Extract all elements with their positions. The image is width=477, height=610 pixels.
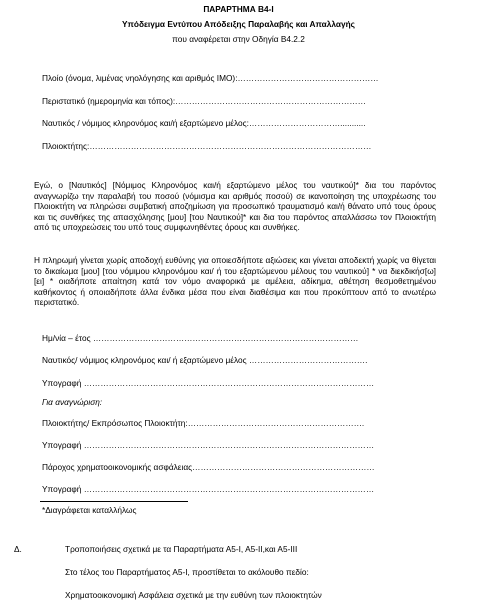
financial-security-provider-field: Πάροχος χρηματοοικονομικής ασφάλειας………………………………………………………… (42, 462, 375, 472)
seafarer-sign-name-field: Ναυτικός/ νόμιμος κληρονόμος και/ ή εξαρτώμενο μέλος ……………………………………. (42, 355, 368, 365)
section-line-2: Χρηματοοικονομική Ασφάλεια σχετικά με την ευθύνη των πλοιοκτητών (65, 590, 322, 600)
footnote-divider (40, 501, 188, 502)
footnote: *Διαγράφεται καταλλήλως (42, 505, 137, 515)
annex-label: ΠΑΡΑΡΤΗΜΑ Β4-Ι (203, 4, 274, 14)
acknowledgement-paragraph: Εγώ, ο [Ναυτικός] [Νόμιμος Κληρονόμος και/ή εξαρτώμενο μέλος του ναυτικού]* δια του παρόντος αναγνωρίζω την παραλαβή του ποσού (νόμισμα και αριθμός ποσού) σε ικανοποίηση της υποχρέωσης του Πλοιοκτήτη να πληρώσει συμβατική αποζημίωση για προσωπικό τραυματισμό και/ή θάνατο υπό τους όρους και τις συνθήκες της απασχόλησης [μου] [του Ναυτικού]* και δια του παρόντος απαλλάσσω τον Πλοιοκτήτη από τις υποχρεώσεις του υπό τους συμφωνηθέντες όρους και συνθήκες. (34, 180, 436, 233)
provider-signature-field: Υπογραφή …………………………………………………………………………………………… (42, 484, 375, 494)
owner-representative-field: Πλοιοκτήτης/ Εκπρόσωπος Πλοιοκτήτη:………………………………………………………. (42, 418, 365, 428)
document-title: Υπόδειγμα Εντύπου Απόδειξης Παραλαβής και Απαλλαγής (122, 19, 355, 29)
seafarer-field: Ναυτικός / νόμιμος κληρονόμος και/ή εξαρτώμενο μέλος:……………………………........... (42, 118, 366, 128)
ship-field: Πλοίο (όνομα, λιμένας νηολόγησης και αριθμός ΙΜΟ):…………………………………………… (42, 73, 379, 83)
incident-field: Περιστατικό (ημερομηνία και τόπος):…………………………………………………………… (42, 96, 366, 106)
document-subtitle: που αναφέρεται στην Οδηγία Β4.2.2 (172, 34, 305, 44)
section-line-1: Στο τέλος του Παραρτήματος Α5-Ι, προστίθεται το ακόλουθο πεδίο: (65, 567, 309, 577)
acknowledgement-heading: Για αναγνώριση: (42, 397, 103, 407)
seafarer-signature-field: Υπογραφή …………………………………………………………………………………………… (42, 378, 375, 388)
shipowner-field: Πλοιοκτήτης:………………………………………………………………………………………… (42, 141, 372, 151)
owner-signature-field: Υπογραφή …………………………………………………………………………………………… (42, 440, 375, 450)
payment-paragraph: Η πληρωμή γίνεται χωρίς αποδοχή ευθύνης για οποιεσδήποτε αξιώσεις και γίνεται αποδεκτή χωρίς να θίγεται το δικαίωμα [μου] [του νόμιμου κληρονόμου και/ ή του εξαρτώμενου μέλους του ναυτικού] * να διεκδικήσ[ω] [ει] * οιαδήποτε απαίτηση κατά τον νόμο αναφορικά με αμέλεια, αδίκημα, αθέτηση θεσμοθετημένου καθήκοντος ή οποιαδήποτε άλλα ένδικα μέσα που είναι διαθέσιμα και που προκύπτουν από το ανωτέρω περιστατικό. (34, 255, 436, 308)
section-title: Τροποποιήσεις σχετικά με τα Παραρτήματα Α5-Ι, Α5-ΙΙ,και Α5-ΙΙΙ (65, 544, 298, 554)
section-letter: Δ. (14, 544, 22, 554)
date-field: Ημ/νία – έτος …………………………………………………………………………………… (42, 333, 359, 343)
